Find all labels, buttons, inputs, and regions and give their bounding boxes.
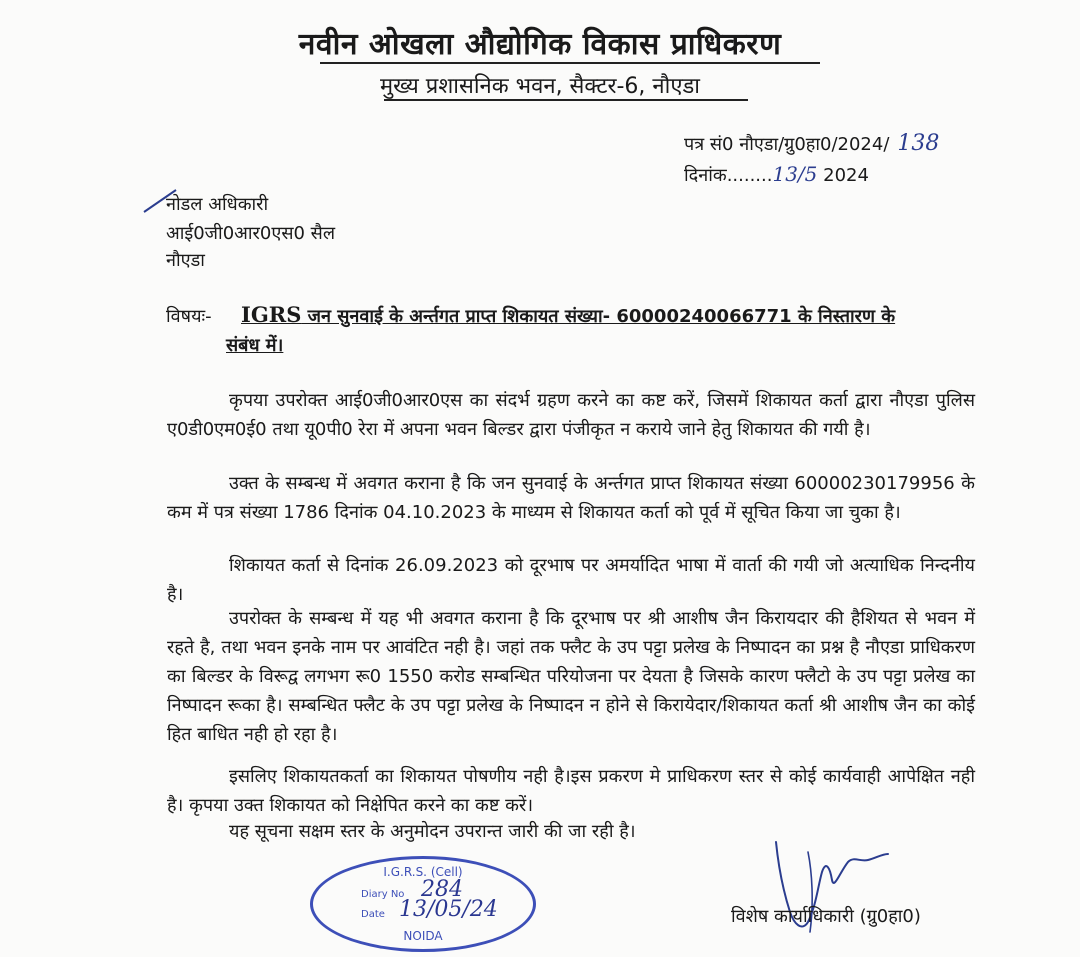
stamp-diary-number: 284 xyxy=(421,877,463,902)
date-label: दिनांक........ xyxy=(684,165,773,186)
igrs-cell-stamp xyxy=(310,856,536,952)
body-paragraph-2: उक्त के सम्बन्ध में अवगत कराना है कि जन सुनवाई के अर्न्तगत प्राप्त शिकायत संख्या 60000230179956 के कम में पत्र संख्या 1786 दिनांक 04.10.2023 के माध्यम से शिकायत कर्ता को पूर्व में सूचित किया जा चुका है। xyxy=(167,473,975,523)
stamp-diary-label: Diary No xyxy=(361,889,405,900)
body-paragraph-3: शिकायत कर्ता से दिनांक 26.09.2023 को दूरभाष पर अमर्यादित भाषा में वार्ता की गयी जो अत्याधिक निन्दनीय है। xyxy=(167,555,975,605)
body-paragraph-1: कृपया उपरोक्त आई0जी0आर0एस का संदर्भ ग्रहण करने का कष्ट करें, जिसमें शिकायत कर्ता द्वारा नौएडा पुलिस ए0डी0एम0ई0 तथा यू0पी0 रेरा में अपना भवन बिल्डर द्वारा पंजीकृत न कराये जाने हेतु शिकायत की गयी है। xyxy=(167,390,975,440)
stamp-bottom-text: NOIDA xyxy=(403,929,443,943)
subject-igrs: IGRS xyxy=(241,302,302,327)
letter-date xyxy=(684,162,869,187)
subject-line-2: संबंध में। xyxy=(226,335,284,356)
recipient-line-1: नोडल अधिकारी xyxy=(166,194,269,215)
subject-label: विषयः- xyxy=(166,306,212,327)
body-paragraph-5: इसलिए शिकायतकर्ता का शिकायत पोषणीय नही है।इस प्रकरण मे प्राधिकरण स्तर से कोई कार्यवाही आपेक्षित नही है। कृपया उक्त शिकायत को निक्षेपित करने का कष्ट करें। xyxy=(167,766,975,816)
letter-number-handwritten: 138 xyxy=(897,131,940,156)
recipient-line-2: आई0जी0आर0एस0 सैल xyxy=(166,223,336,244)
org-name: नवीन ओखला औद्योगिक विकास प्राधिकरण xyxy=(298,27,782,62)
org-address: मुख्य प्रशासनिक भवन, सैक्टर-6, नौएडा xyxy=(380,74,700,99)
recipient-line-3: नौएडा xyxy=(166,250,205,271)
stamp-top-text: I.G.R.S. (Cell) xyxy=(383,865,463,879)
date-handwritten: 13/5 xyxy=(772,162,818,186)
letter-number-label: पत्र सं0 नौएडा/ग्रु0हा0/2024/ xyxy=(684,134,890,155)
body-paragraph-4: उपरोक्त के सम्बन्ध में यह भी अवगत कराना है कि दूरभाष पर श्री आशीष जैन किरायदार की हैशियत से भवन में रहते है, तथा भवन इनके नाम पर आवंटित नही है। जहां तक फ्लैट के उप पट्टा प्रलेख के निष्पादन का प्रश्न है नौएडा प्राधिकरण का बिल्डर के विरूद्व लगभग रू0 1550 करोड सम्बन्धित परियोजना पर देयता है जिसके कारण फ्लैटो के उप पट्टा प्रलेख का निष्पादन रूका है। सम्बन्धित फ्लैट के उप पट्टा प्रलेख के निष्पादन न होने से किरायेदार/शिकायत कर्ता श्री आशीष जैन का कोई हित बाधित नही हो रहा है। xyxy=(167,608,975,745)
signatory-title: विशेष कार्याधिकारी (ग्रु0हा0) xyxy=(731,906,921,927)
subject-line-1 xyxy=(241,302,895,328)
body-paragraph-6: यह सूचना सक्षम स्तर के अनुमोदन उपरान्त जारी की जा रही है। xyxy=(229,821,636,842)
stamp-date-label: Date xyxy=(361,909,385,920)
address-underline xyxy=(384,99,748,101)
letter-number xyxy=(684,131,939,156)
stamp-date-value: 13/05/24 xyxy=(399,897,498,922)
title-underline xyxy=(320,62,820,64)
subject-text: जन सुनवाई के अर्न्तगत प्राप्त शिकायत संख्या- 60000240066771 के निस्तारण के xyxy=(301,306,896,327)
date-year: 2024 xyxy=(823,165,869,186)
